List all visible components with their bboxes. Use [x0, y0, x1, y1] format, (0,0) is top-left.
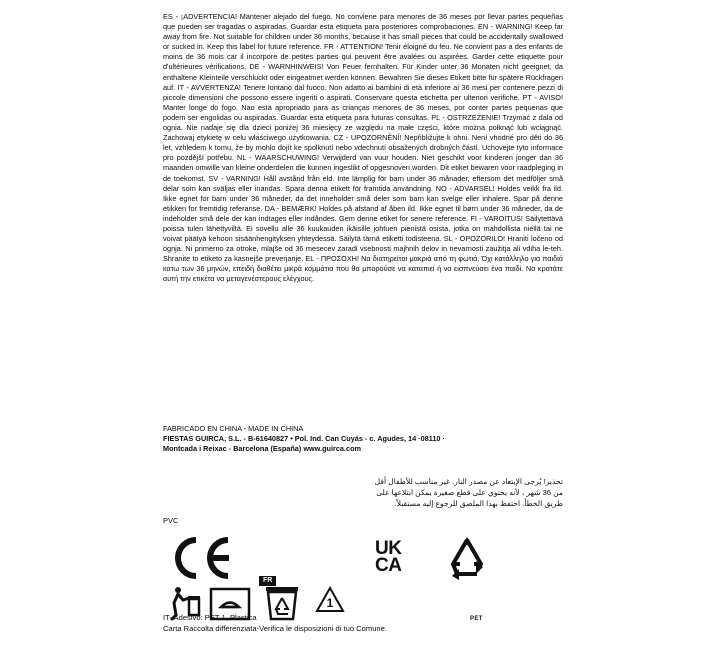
- arabic-line-1: تحذير! يُرجى الإبتعاد عن مصدر النار. غير مناسب للأطفال أقل: [374, 477, 563, 486]
- manufacturer-city: [163, 444, 563, 454]
- arabic-line-2: من 36 شهر ، لأنه يحتوي على قطع صغيرة يمكن ابتلاعها على: [376, 488, 563, 497]
- svg-text:1: 1: [326, 596, 334, 610]
- manufacturer-name-address: FIESTAS GUIRCA, S.L. - B-61640827 • Pol. Ind. Can Cuyás - c. Agudes, 14 ·08110 ·: [163, 434, 445, 444]
- fr-tag-label: FR: [259, 576, 276, 586]
- manufacturer-city-text: Montcada i Reixac - Barcelona (España): [163, 444, 304, 454]
- certification-icon-row: [163, 534, 563, 584]
- manufacturer-block: [163, 424, 563, 455]
- italian-note-line-1: IT- Adesivo: PET 1, Plastica: [163, 613, 257, 622]
- arabic-line-3: طريق الخطأ. احتفظ بهذا الملصق للرجوع إليه مستقبلاً.: [394, 499, 563, 508]
- ukca-line-1: UK: [375, 538, 402, 559]
- ukca-mark-icon: [375, 540, 401, 574]
- multilingual-warning-text: ES - ¡ADVERTENCIA! Mantener alejado del fuego. No conviene para menores de 36 meses por llevar partes pequeñas que pueden ser tragadas o aspiradas. Guardar esta etiqueta para posteriores comprobaciones. EN - WARNING! Keep far away from fire. Not suitable for children under 36 months, because it has small pieces that could be accidentally swallowed or sucked in. Keep this label for future reference. FR - ATTENTION! Tenir éloigné du feu. Ne convient pas a des enfants de moins de 36 mois car il incorpore de petites parties qui peuvent être avalées ou aspirées. Garder cette etiquette pour d'ultérieures vérifications. DE - WARNHINWEIS! Von Feuer fernhalten. Für Kinder unter 36 Monaten nicht geeignet, da enthaltene Kleinteile verschluckt oder eingeatmet werden können. Bewahren Sie dieses Etikett bitte für spätere Rückfragen auf. IT - AVVERTENZA! Tenere lontano dal fuoco. Non adatto ai bambini di età inferiore ai 36 mesi per contenere pezzi di piccole dimensioni che possono essere ingeriti o aspirati. Conservare questa etichetta per ulteriori verifiche. PT - AVISO! Manter longe do fogo. Nao esta apropriado para as crianças menores de 36 meses, por conter partes pequenas que podem ser engolidas ou aspiradas. Guardar esta etiqueta para futuras consultas. PL - OSTRZEŻENIE! Trzymać z dala od ognia. Nie nadaje się dla dzieci poniżej 36 miesięcy ze względu na małe części, które można połknąć lub wciągnąć. Zachowaj etykietę w celu właściwego użytkowania. CZ - UPOZORNĚNÍ! Nepřibližujte k ohni. Není vhodné pro děti do 36 let, vzhledem k tomu, že by mohlo dojít ke spolknutí nebo vdechnutí obsažených drobných částí. Uchovejte tyto informace pro pozdější potřebu. NL - WAARSCHUWING! Verwijderd van vuur houden. Niet geschikt voor kinderen jonger dan 36 maanden omwille van kleine onderdelen die kunnen ingeslikt of opgesnoven worden. Dit etiket bewaren voor raadpleging in de toekomst. SV - VARNING! Håll avstånd från eld. Inte lämplig för barn under 36 månader, eftersom det medföljer små delar som kan sväljas eller inandas. Spara denna etikett för framtida användning. NO - ADVARSEL! Holdes veikk fra ild. Ikke egnet for barn under 36 måneder, da det inneholder små deler som barn kan svelge eller inhalere. Spar på denne etikken for fremtidig referanse. DA - BEMÆRK! Holdes på afstand af åben ild. Ikke egnet til børn under 36 måneder, da de indeholder små dele der kan indtages eller indåndes. Gem denne etiket for senere reference. FI - VAROITUS! Säilytettävä poissa tulen lähettyviltä. Ei sovellu alle 36 kuukauden ikäisille johtuen pienistä osista, jotka on mahdollista niellä tai ne voivat päätyä kehoon sisäänhengityksen yhteydessä. Säilytä tärnä etiketti todisteena. SL - OPOZORILO! Hraniti ločeno od ognja. Ni primerno za otroke, mlajše od 36 mesecev zaradi vsebnosti majhnih delov in nevarnosti zaužitja ali vdiha le-teh. Shranite to etiketo za kasnejše preverjanje. EL - ΠΡΟΣΟΧΗ! Να διατηρείται μακριά από τη φωτιά. Όχι κατάλληλο για παιδιά κατω των 36 μηνών, επειδή διαθέτει μικρά κομμάτια που θα μπορούσε να καταπιεί ή να εισπνεύσει ένα παιδί. Να κρατάτε αυτή την ετικέτα να μεταγενέστερους ελέγχους.: [163, 12, 563, 284]
- arabic-warning-block: [163, 476, 563, 509]
- manufacturer-website[interactable]: www.guirca.com: [303, 444, 362, 454]
- material-label: PVC: [163, 516, 179, 525]
- ukca-line-2: CA: [375, 555, 402, 576]
- mobius-loop-recycling-icon: [443, 534, 491, 582]
- manufacturer-origin: FABRICADO EN CHINA - MADE IN CHINA: [163, 424, 304, 433]
- pet-code-label: PET: [470, 616, 483, 622]
- italian-note-line-2: Carta Raccolta differenziata-Verifica le disposizioni di tuo Comune.: [163, 624, 387, 633]
- italian-disposal-note: [163, 612, 583, 634]
- ce-mark-icon: [166, 536, 232, 580]
